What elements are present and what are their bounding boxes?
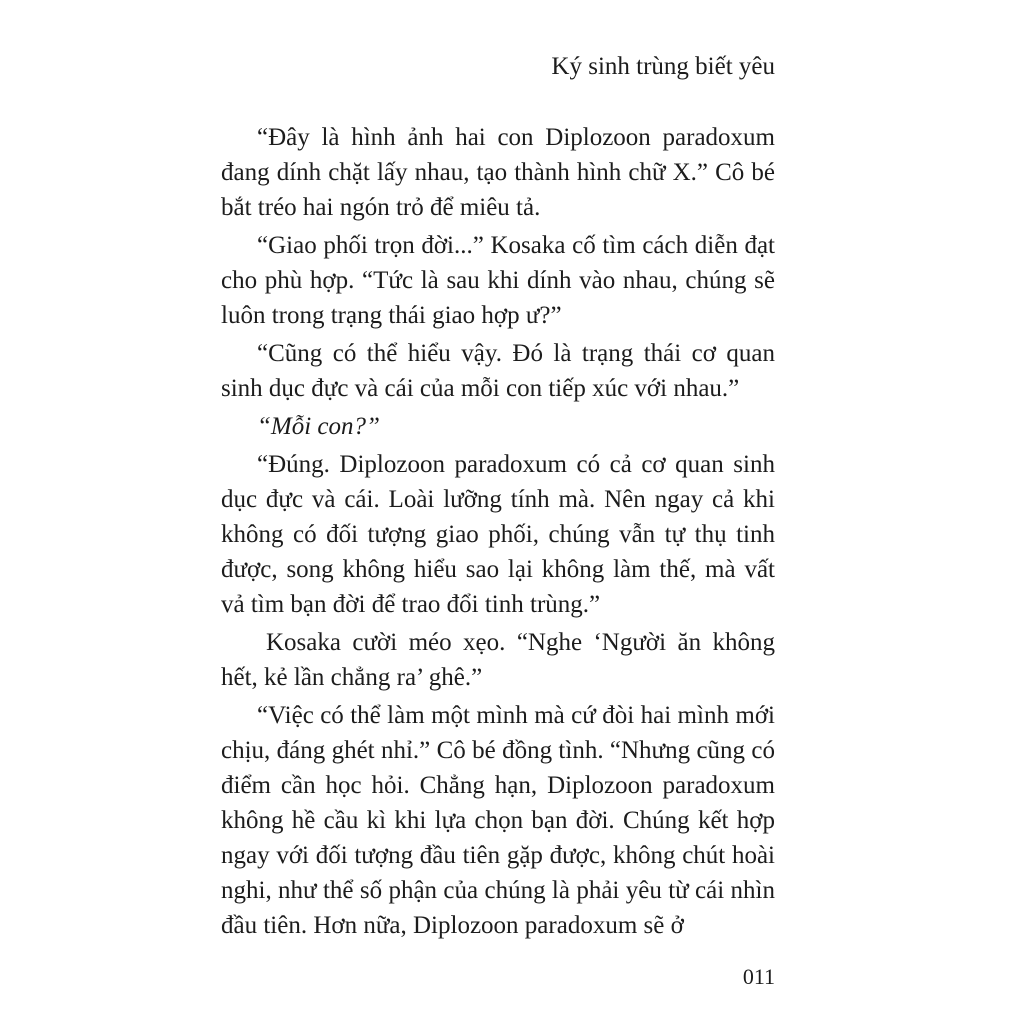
paragraph: “Giao phối trọn đời...” Kosaka cố tìm cách diễn đạt cho phù hợp. “Tức là sau khi dính vào nhau, chúng sẽ luôn trong trạng thái giao hợp ư?” <box>221 232 775 329</box>
paragraph: “Đúng. Diplozoon paradoxum có cả cơ quan sinh dục đực và cái. Loài lưỡng tính mà. Nên ngay cả khi không có đối tượng giao phối, chúng vẫn tự thụ tinh được, song không hiểu sao lại không làm thế, mà vất vả tìm bạn đời để trao đổi tinh trùng.” <box>221 451 775 618</box>
paragraph: “Đây là hình ảnh hai con Diplozoon paradoxum đang dính chặt lấy nhau, tạo thành hình chữ X.” Cô bé bắt tréo hai ngón trỏ để miêu tả. <box>221 124 775 221</box>
paragraph: Kosaka cười méo xẹo. “Nghe ‘Người ăn không hết, kẻ lần chẳng ra’ ghê.” <box>221 629 775 691</box>
paragraph: “Cũng có thể hiểu vậy. Đó là trạng thái cơ quan sinh dục đực và cái của mỗi con tiếp xúc với nhau.” <box>221 340 775 402</box>
paragraph: “Mỗi con?” <box>257 413 380 440</box>
paragraph: “Việc có thể làm một mình mà cứ đòi hai mình mới chịu, đáng ghét nhỉ.” Cô bé đồng tình. “Nhưng cũng có điểm cần học hỏi. Chẳng hạn, Diplozoon paradoxum không hề cầu kì khi lựa chọn bạn đời. Chúng kết hợp ngay với đối tượng đầu tiên gặp được, không chút hoài nghi, như thể số phận của chúng là phải yêu từ cái nhìn đầu tiên. Hơn nữa, Diplozoon paradoxum sẽ ở <box>221 702 775 939</box>
running-header: Ký sinh trùng biết yêu <box>551 53 775 80</box>
body-text <box>221 120 775 946</box>
page-number: 011 <box>742 964 775 989</box>
